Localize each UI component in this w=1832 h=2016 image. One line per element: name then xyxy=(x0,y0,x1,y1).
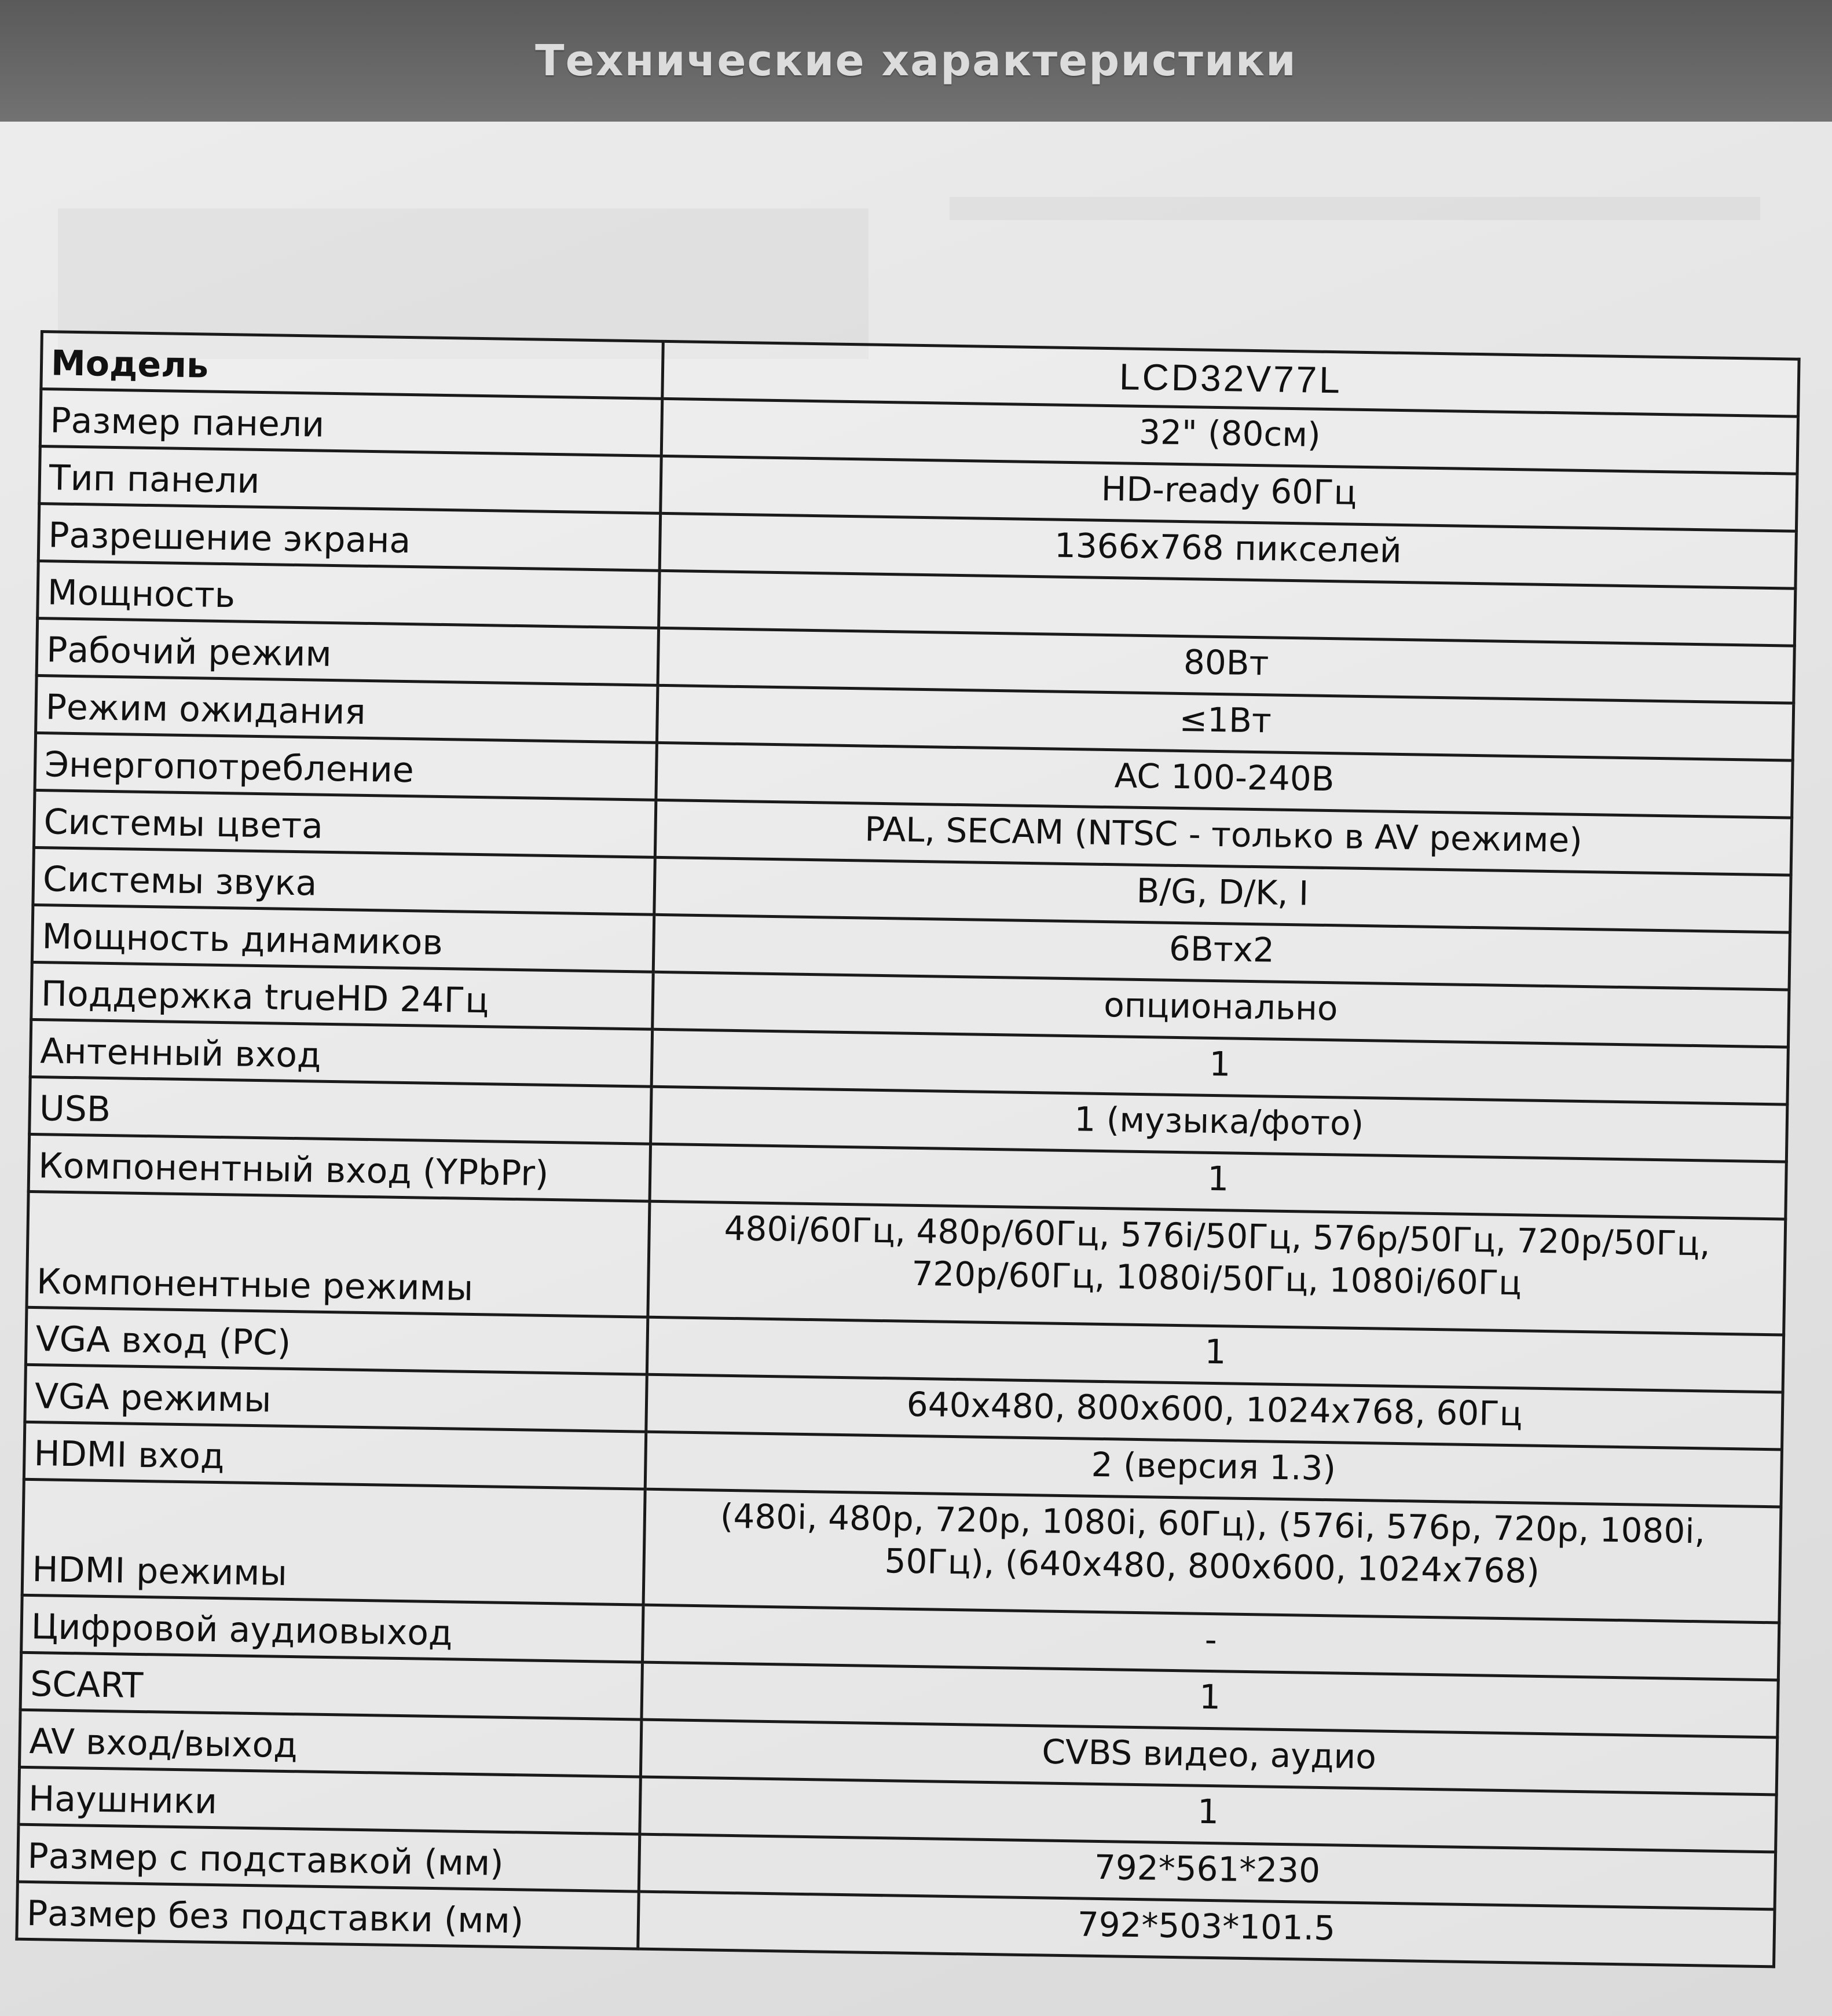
spec-label: Размер с подставкой (мм) xyxy=(17,1824,639,1891)
spec-value xyxy=(648,1201,1786,1335)
spec-value: 1 xyxy=(651,1029,1788,1104)
spec-value: 2 (версия 1.3) xyxy=(645,1432,1782,1507)
spec-value: 792*561*230 xyxy=(639,1834,1775,1909)
spec-label: SCART xyxy=(20,1652,642,1719)
spec-label: VGA вход (PC) xyxy=(25,1307,647,1374)
spec-label: Энергопотребление xyxy=(35,733,657,800)
spec-label: Мощность xyxy=(38,561,659,628)
spec-value: 1 xyxy=(642,1662,1778,1737)
spec-label: AV вход/выход xyxy=(20,1710,642,1777)
spec-value-line: 720p/60Гц, 1080i/50Гц, 1080i/60Гц xyxy=(911,1253,1522,1302)
spec-value: 1 (музыка/фото) xyxy=(651,1086,1787,1162)
spec-value-line: (480i, 480p, 720p, 1080i, 60Гц), (576i, 576p, 720p, 1080i, xyxy=(720,1496,1706,1552)
spec-value: 1366x768 пикселей xyxy=(659,513,1796,588)
spec-value: 80Вт xyxy=(658,628,1794,703)
spec-value: 1 xyxy=(650,1144,1786,1219)
spec-value: LCD32V77L xyxy=(662,341,1799,416)
spec-value: 792*503*101.5 xyxy=(638,1891,1775,1967)
spec-value-line: 50Гц), (640x480, 800x600, 1024x768) xyxy=(884,1541,1540,1591)
spec-label: Размер панели xyxy=(40,389,662,456)
spec-label: Наушники xyxy=(19,1767,640,1834)
spec-label: Цифровой аудиовыход xyxy=(21,1595,643,1662)
spec-value: 32" (80см) xyxy=(661,398,1798,474)
spec-label: Мощность динамиков xyxy=(32,905,654,972)
spec-label: VGA режимы xyxy=(25,1364,647,1432)
spec-value: ≤1Вт xyxy=(657,685,1793,760)
spec-value-line: 480i/60Гц, 480p/60Гц, 576i/50Гц, 576p/50Гц, 720p/50Гц, xyxy=(724,1208,1711,1264)
spec-label: Системы цвета xyxy=(34,790,655,857)
spec-label: Компонентные режимы xyxy=(27,1191,650,1317)
spec-label: Режим ожидания xyxy=(36,675,658,742)
spec-value: CVBS видео, аудио xyxy=(640,1719,1777,1795)
spec-label: Поддержка trueHD 24Гц xyxy=(31,962,653,1029)
spec-label: HDMI вход xyxy=(24,1422,646,1489)
spec-value: 1 xyxy=(640,1777,1776,1852)
page-title: Технические характеристики xyxy=(535,36,1297,86)
spec-value: B/G, D/K, I xyxy=(654,857,1791,932)
bleed-through-line xyxy=(950,197,1760,220)
spec-label: Системы звука xyxy=(33,847,655,914)
header-bar xyxy=(0,0,1832,122)
spec-label: Размер без подставки (мм) xyxy=(17,1882,639,1949)
spec-table xyxy=(15,330,1800,1968)
spec-label: HDMI режимы xyxy=(22,1479,645,1605)
spec-label: Разрешение экрана xyxy=(38,504,660,571)
spec-label: Антенный вход xyxy=(30,1019,652,1086)
spec-label: Компонентный вход (YPbPr) xyxy=(28,1134,650,1201)
spec-value: 6Втx2 xyxy=(653,914,1790,990)
spec-label: Тип панели xyxy=(39,447,661,514)
spec-value xyxy=(643,1489,1781,1623)
spec-label: Модель xyxy=(41,332,663,399)
spec-value: - xyxy=(642,1605,1779,1680)
spec-value: 640x480, 800x600, 1024x768, 60Гц xyxy=(646,1374,1783,1450)
spec-value: опционально xyxy=(653,972,1789,1047)
spec-label: USB xyxy=(30,1077,651,1144)
spec-value: AC 100-240В xyxy=(656,742,1793,818)
spec-label: Рабочий режим xyxy=(36,618,658,685)
spec-value: 1 xyxy=(647,1317,1783,1392)
spec-value: PAL, SECAM (NTSC - только в AV режиме) xyxy=(655,800,1791,875)
spec-value: HD-ready 60Гц xyxy=(661,456,1797,531)
